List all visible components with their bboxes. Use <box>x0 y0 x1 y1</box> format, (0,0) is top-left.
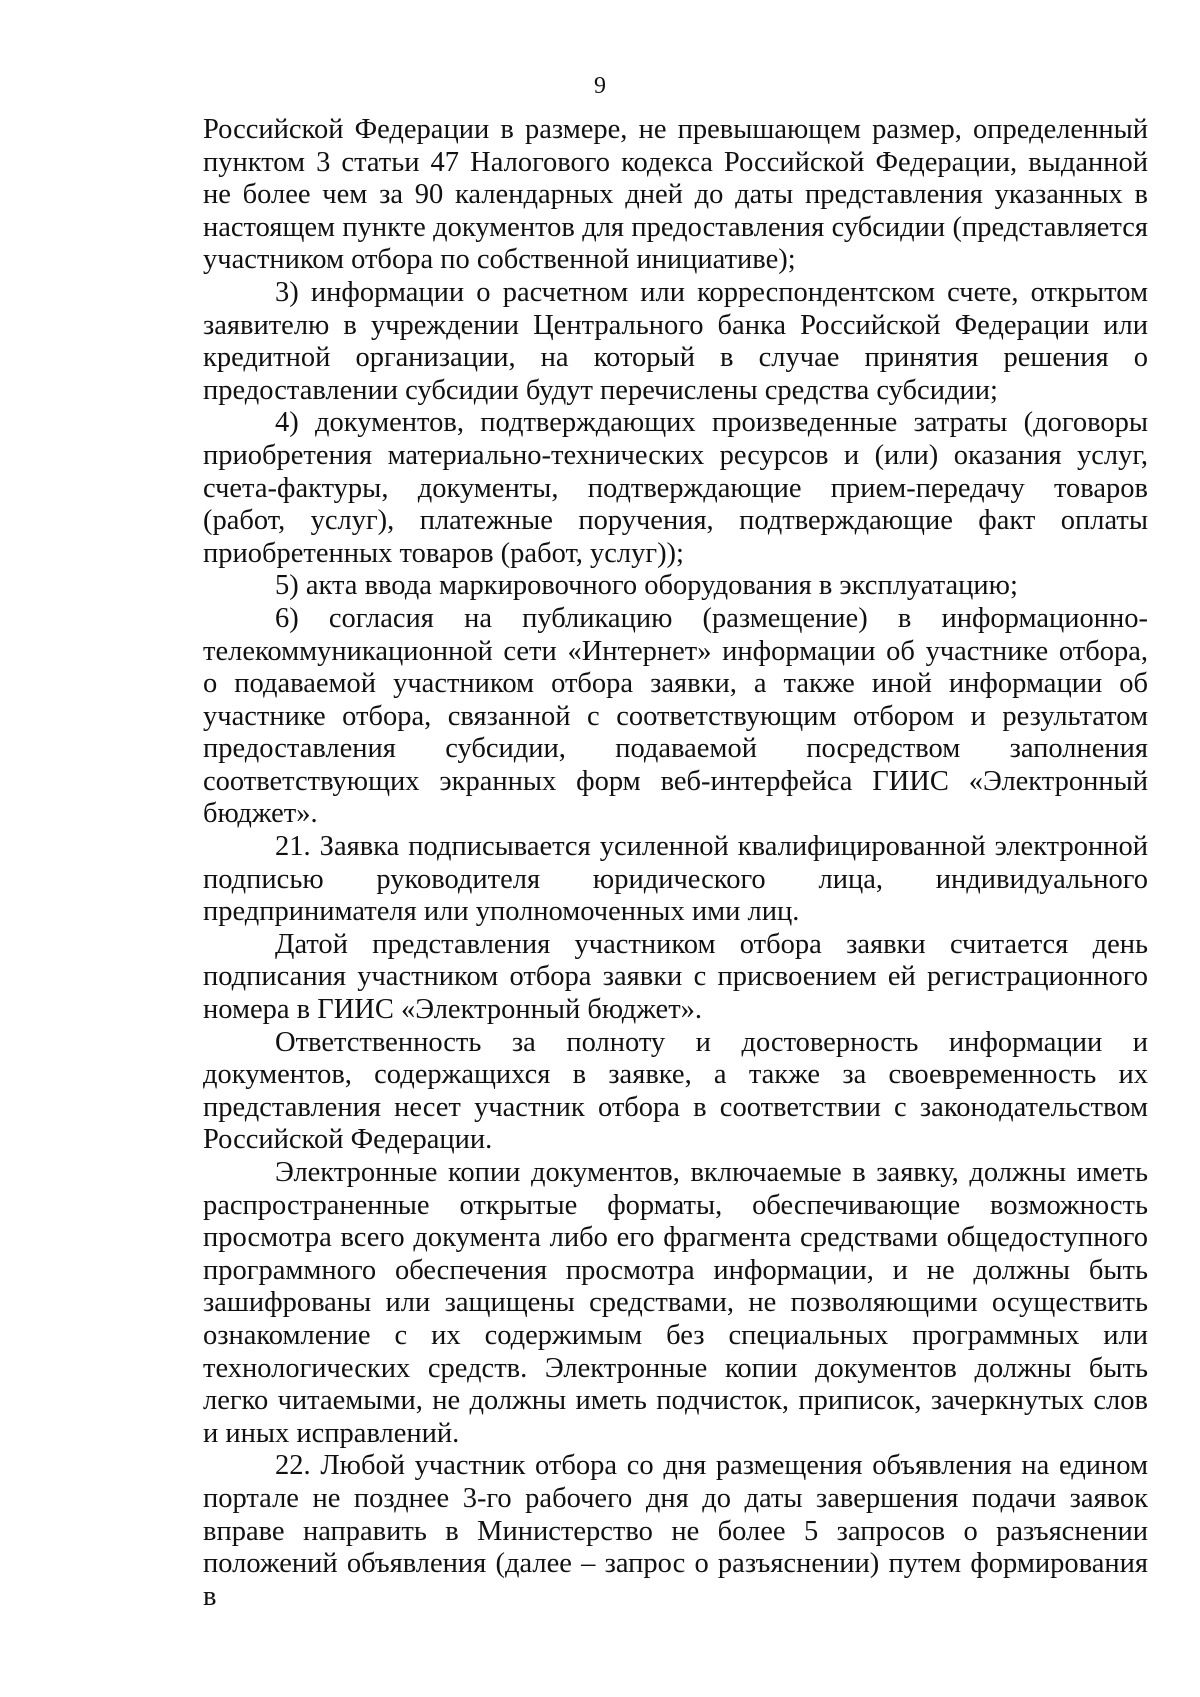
paragraph-electronic-copies: Электронные копии документов, включаемые в заявку, должны иметь распространенные открытые форматы, обеспечивающие возможность просмотра всего документа либо его фрагмента средствами общедоступного программного обеспечения просмотра информации, и не должны быть зашифрованы или защищены средствами, не позволяющими осуществить ознакомление с их содержимым без специальных программных или технологических средств. Электронные копии документов должны быть легко читаемыми, не должны иметь подчисток, приписок, зачеркнутых слов и иных исправлений. <box>203 1157 1148 1449</box>
page-number: 9 <box>594 73 606 99</box>
paragraph-item-5: 5) акта ввода маркировочного оборудования в эксплуатацию; <box>275 570 1018 602</box>
paragraph-submission-date: Датой представления участником отбора заявки считается день подписания участником отбора заявки с присвоением ей регистрационного номера в ГИИС «Электронный бюджет». <box>203 928 1148 1026</box>
paragraph-responsibility: Ответственность за полноту и достоверность информации и документов, содержащихся в заявке, а также за своевременность их представления несет участник отбора в соответствии с законодательством Российской Федерации. <box>203 1026 1148 1156</box>
paragraph-section-21: 21. Заявка подписывается усиленной квалифицированной электронной подписью руководителя юридического лица, индивидуального предпринимателя или уполномоченных ими лиц. <box>203 831 1148 928</box>
paragraph-item-6: 6) согласия на публикацию (размещение) в информационно-телекоммуникационной сети «Интернет» информации об участнике отбора, о подаваемой участником отбора заявки, а также иной информации об участнике отбора, связанной с соответствующим отбором и результатом предоставления субсидии, подаваемой посредством заполнения соответствующих экранных форм веб-интерфейса ГИИС «Электронный бюджет». <box>203 602 1148 830</box>
paragraph-continuation: Российской Федерации в размере, не превышающем размер, определенный пунктом 3 статьи 47 Налогового кодекса Российской Федерации, выданной не более чем за 90 календарных дней до даты представления указанных в настоящем пункте документов для предоставления субсидии (представляется участником отбора по собственной инициативе); <box>203 114 1148 276</box>
document-body <box>203 114 1148 1613</box>
paragraph-item-4: 4) документов, подтверждающих произведенные затраты (договоры приобретения материально-технических ресурсов и (или) оказания услуг, счета-фактуры, документы, подтверждающие прием-передачу товаров (работ, услуг), платежные поручения, подтверждающие факт оплаты приобретенных товаров (работ, услуг)); <box>203 407 1148 569</box>
paragraph-item-3: 3) информации о расчетном или корреспондентском счете, открытом заявителю в учреждении Центрального банка Российской Федерации или кредитной организации, на который в случае принятия решения о предоставлении субсидии будут перечислены средства субсидии; <box>203 276 1148 406</box>
paragraph-section-22: 22. Любой участник отбора со дня размещения объявления на едином портале не позднее 3-го рабочего дня до даты завершения подачи заявок вправе направить в Министерство не более 5 запросов о разъяснении положений объявления (далее – запрос о разъяснении) путем формирования в <box>203 1450 1148 1612</box>
